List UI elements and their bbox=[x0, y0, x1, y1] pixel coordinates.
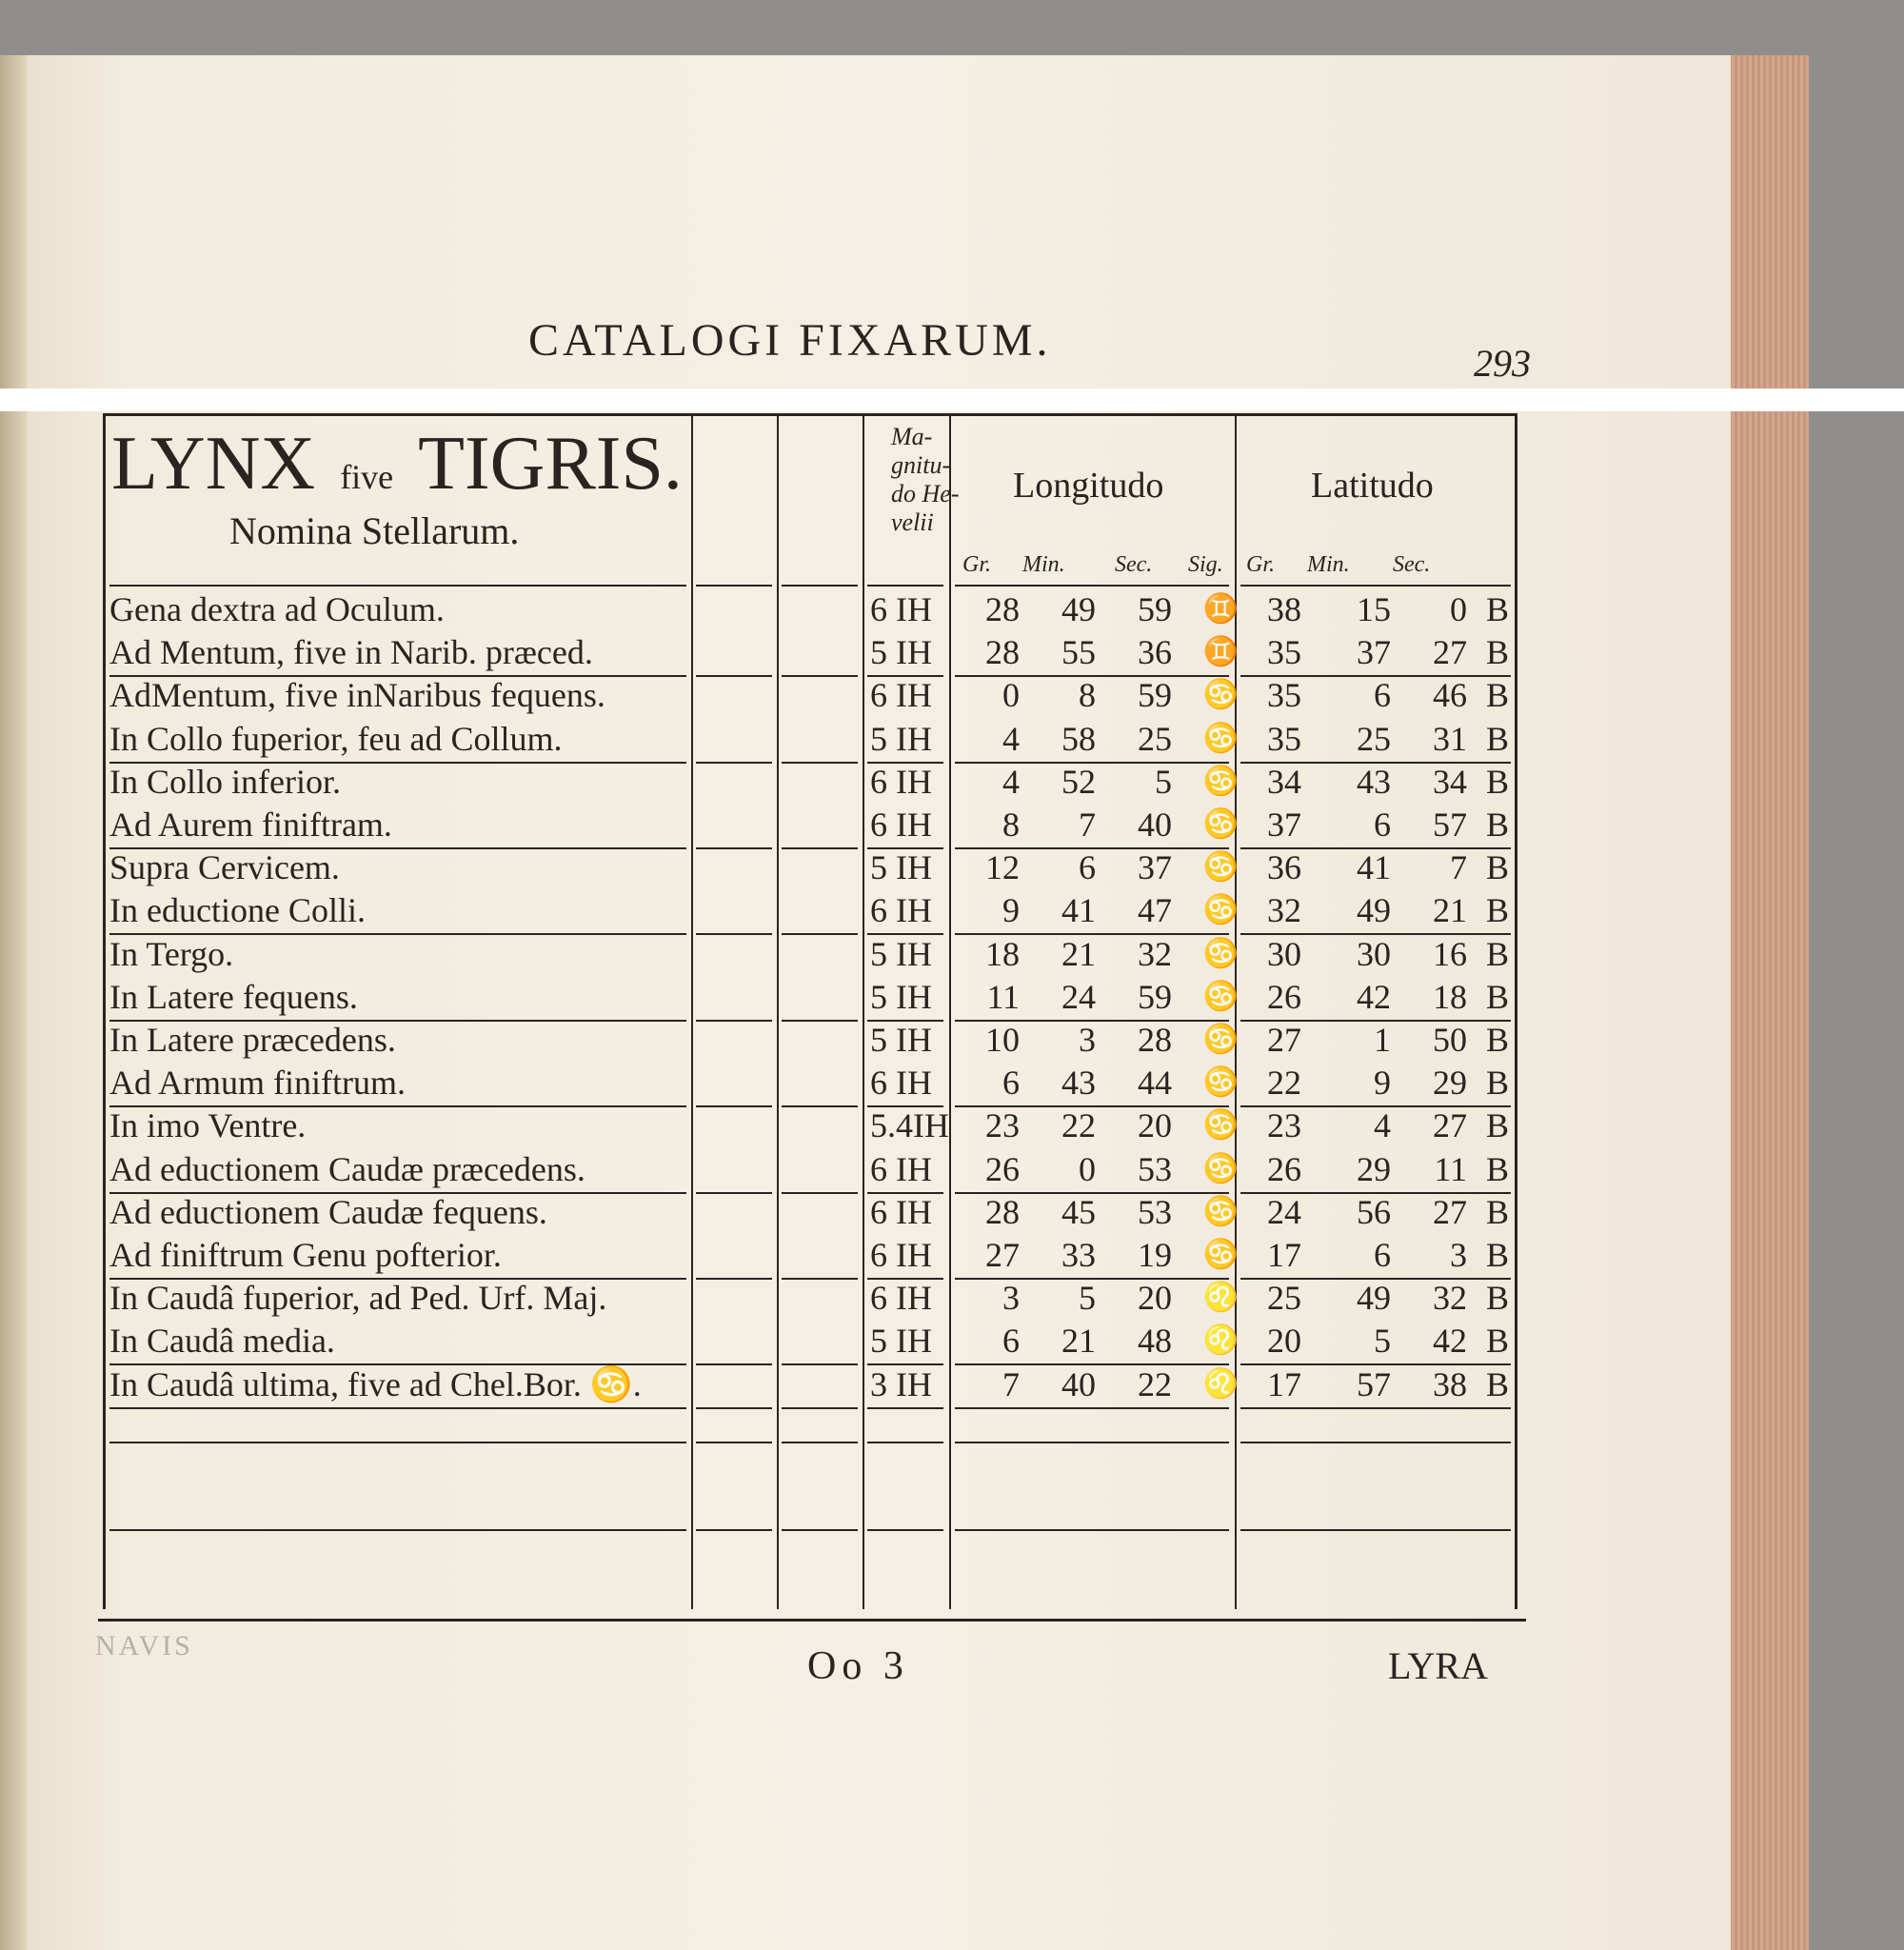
latitude-degrees: 17 bbox=[1267, 1236, 1301, 1274]
longitude-minutes: 43 bbox=[1061, 1064, 1096, 1103]
longitude-degrees: 0 bbox=[1002, 676, 1020, 715]
latitude-seconds: 7 bbox=[1450, 848, 1467, 887]
longitude-seconds: 28 bbox=[1138, 1021, 1172, 1059]
page-number: 293 bbox=[1474, 342, 1531, 385]
latitude-direction: B bbox=[1486, 1064, 1510, 1103]
latitude-minutes: 1 bbox=[1374, 1021, 1391, 1059]
latitude-degrees: 25 bbox=[1267, 1279, 1301, 1318]
magnitude-cell: 6 IH bbox=[870, 676, 932, 715]
zodiac-sign: ♋ bbox=[1202, 1239, 1239, 1270]
latitude-sub-minutes: Min. bbox=[1307, 552, 1350, 577]
longitude-minutes: 40 bbox=[1061, 1364, 1096, 1403]
zodiac-sign: ♋ bbox=[1202, 808, 1239, 840]
latitude-seconds: 27 bbox=[1433, 1106, 1467, 1145]
table-row bbox=[106, 848, 1515, 886]
longitude-sub-degrees: Gr. bbox=[962, 552, 992, 577]
longitude-minutes: 58 bbox=[1061, 719, 1096, 758]
constellation-part1: LYNX bbox=[111, 422, 316, 506]
constellation-name bbox=[111, 421, 683, 507]
longitude-degrees: 18 bbox=[985, 934, 1020, 973]
table-row bbox=[106, 1279, 1515, 1317]
latitude-direction: B bbox=[1486, 1021, 1510, 1059]
longitude-degrees: 4 bbox=[1002, 719, 1020, 758]
longitude-degrees: 7 bbox=[1002, 1364, 1020, 1403]
row-group-rule bbox=[867, 1407, 943, 1409]
empty-row-rule bbox=[109, 1442, 686, 1443]
latitude-seconds: 42 bbox=[1433, 1322, 1467, 1361]
magnitude-cell: 5 IH bbox=[870, 1021, 932, 1059]
longitude-degrees: 28 bbox=[985, 1192, 1020, 1231]
bleed-through-text: NAVIS bbox=[95, 1630, 193, 1661]
longitude-seconds: 19 bbox=[1138, 1236, 1172, 1274]
table-row bbox=[106, 720, 1515, 758]
latitude-minutes: 49 bbox=[1357, 891, 1391, 930]
longitude-seconds: 5 bbox=[1155, 762, 1172, 801]
longitude-degrees: 28 bbox=[985, 633, 1020, 672]
latitude-seconds: 46 bbox=[1433, 676, 1467, 715]
star-name: In Caudâ media. bbox=[109, 1322, 335, 1361]
longitude-minutes: 7 bbox=[1079, 806, 1096, 844]
longitude-minutes: 41 bbox=[1061, 891, 1096, 930]
longitude-seconds: 59 bbox=[1138, 676, 1172, 715]
latitude-degrees: 17 bbox=[1267, 1364, 1301, 1403]
star-name: Gena dextra ad Oculum. bbox=[109, 590, 445, 628]
latitude-degrees: 37 bbox=[1267, 806, 1301, 844]
longitude-seconds: 53 bbox=[1138, 1192, 1172, 1231]
longitude-minutes: 22 bbox=[1061, 1106, 1096, 1145]
latitude-minutes: 42 bbox=[1357, 977, 1391, 1016]
latitude-direction: B bbox=[1486, 590, 1510, 628]
longitude-sub-sign: Sig. bbox=[1188, 552, 1223, 577]
header-rule bbox=[109, 585, 686, 587]
page-block-edge bbox=[1731, 55, 1809, 1950]
longitude-minutes: 24 bbox=[1061, 977, 1096, 1016]
magnitude-heading-line: Ma- bbox=[891, 423, 933, 450]
longitude-minutes: 3 bbox=[1079, 1021, 1096, 1059]
star-name: In Collo inferior. bbox=[109, 762, 341, 801]
latitude-seconds: 16 bbox=[1433, 934, 1467, 973]
longitude-seconds: 20 bbox=[1138, 1106, 1172, 1145]
star-name: In Caudâ ultima, five ad Chel.Bor. ♋. bbox=[109, 1364, 642, 1403]
longitude-seconds: 25 bbox=[1138, 719, 1172, 758]
longitude-degrees: 26 bbox=[985, 1149, 1020, 1188]
magnitude-heading-line: velii bbox=[891, 508, 934, 536]
row-group-rule bbox=[955, 1407, 1229, 1409]
latitude-degrees: 35 bbox=[1267, 633, 1301, 672]
magnitude-cell: 5 IH bbox=[870, 1322, 932, 1361]
star-name: AdMentum, five inNaribus fequens. bbox=[109, 676, 605, 715]
latitude-seconds: 38 bbox=[1433, 1364, 1467, 1403]
zodiac-sign: ♋ bbox=[1202, 765, 1239, 797]
latitude-degrees: 36 bbox=[1267, 848, 1301, 887]
empty-row-rule bbox=[955, 1529, 1229, 1531]
latitude-direction: B bbox=[1486, 719, 1510, 758]
longitude-minutes: 5 bbox=[1079, 1279, 1096, 1318]
zodiac-sign: ♋ bbox=[1202, 1024, 1239, 1055]
longitude-minutes: 0 bbox=[1079, 1149, 1096, 1188]
table-row bbox=[106, 1236, 1515, 1274]
zodiac-sign: ♌ bbox=[1202, 1324, 1239, 1357]
longitude-seconds: 47 bbox=[1138, 891, 1172, 930]
star-name: Ad finiftrum Genu pofterior. bbox=[109, 1236, 502, 1274]
magnitude-cell: 3 IH bbox=[870, 1364, 932, 1403]
empty-row-rule bbox=[1240, 1529, 1511, 1531]
longitude-degrees: 6 bbox=[1002, 1064, 1020, 1103]
longitude-seconds: 59 bbox=[1138, 977, 1172, 1016]
magnitude-cell: 5 IH bbox=[870, 633, 932, 672]
row-group-rule bbox=[696, 1407, 772, 1409]
longitude-minutes: 52 bbox=[1061, 762, 1096, 801]
empty-row-rule bbox=[867, 1442, 943, 1443]
zodiac-sign: ♊ bbox=[1202, 636, 1239, 668]
latitude-direction: B bbox=[1486, 1279, 1510, 1318]
longitude-seconds: 44 bbox=[1138, 1064, 1172, 1103]
row-group-rule bbox=[782, 1407, 858, 1409]
table-row bbox=[106, 1021, 1515, 1059]
latitude-minutes: 37 bbox=[1357, 633, 1391, 672]
longitude-degrees: 6 bbox=[1002, 1322, 1020, 1361]
magnitude-cell: 6 IH bbox=[870, 1236, 932, 1274]
latitude-direction: B bbox=[1486, 934, 1510, 973]
table-row bbox=[106, 935, 1515, 973]
table-row bbox=[106, 1322, 1515, 1360]
latitude-direction: B bbox=[1486, 977, 1510, 1016]
latitude-direction: B bbox=[1486, 1192, 1510, 1231]
latitude-direction: B bbox=[1486, 848, 1510, 887]
star-name: In eductione Colli. bbox=[109, 891, 366, 930]
longitude-seconds: 59 bbox=[1138, 590, 1172, 628]
star-name: In Caudâ fuperior, ad Ped. Urf. Maj. bbox=[109, 1279, 607, 1318]
zodiac-sign: ♌ bbox=[1202, 1367, 1239, 1400]
latitude-direction: B bbox=[1486, 806, 1510, 844]
row-group-rule bbox=[109, 1407, 686, 1409]
latitude-degrees: 34 bbox=[1267, 762, 1301, 801]
table-row bbox=[106, 1365, 1515, 1403]
latitude-degrees: 26 bbox=[1267, 977, 1301, 1016]
table-row bbox=[106, 676, 1515, 714]
longitude-degrees: 4 bbox=[1002, 762, 1020, 801]
zodiac-sign: ♋ bbox=[1202, 894, 1239, 926]
header-rule bbox=[955, 585, 1229, 587]
longitude-minutes: 21 bbox=[1061, 934, 1096, 973]
star-name: In imo Ventre. bbox=[109, 1106, 307, 1145]
running-title: CATALOGI FIXARUM. bbox=[528, 315, 1052, 366]
magnitude-heading-line: do He- bbox=[891, 480, 960, 507]
latitude-seconds: 11 bbox=[1434, 1149, 1467, 1188]
zodiac-sign: ♋ bbox=[1202, 937, 1239, 969]
magnitude-cell: 5 IH bbox=[870, 934, 932, 973]
scan-gap-band bbox=[0, 388, 1904, 411]
latitude-minutes: 5 bbox=[1374, 1322, 1391, 1361]
latitude-minutes: 41 bbox=[1357, 848, 1391, 887]
table-row bbox=[106, 978, 1515, 1016]
latitude-minutes: 43 bbox=[1357, 762, 1391, 801]
latitude-minutes: 15 bbox=[1357, 590, 1391, 628]
latitude-minutes: 49 bbox=[1357, 1279, 1391, 1318]
latitude-degrees: 27 bbox=[1267, 1021, 1301, 1059]
magnitude-cell: 5 IH bbox=[870, 719, 932, 758]
magnitude-cell: 6 IH bbox=[870, 762, 932, 801]
zodiac-sign: ♋ bbox=[1202, 1195, 1239, 1227]
magnitude-heading bbox=[891, 423, 967, 537]
latitude-minutes: 29 bbox=[1357, 1149, 1391, 1188]
longitude-minutes: 55 bbox=[1061, 633, 1096, 672]
zodiac-sign: ♋ bbox=[1202, 679, 1239, 711]
zodiac-sign: ♋ bbox=[1202, 1152, 1239, 1184]
magnitude-cell: 6 IH bbox=[870, 1149, 932, 1188]
latitude-direction: B bbox=[1486, 633, 1510, 672]
magnitude-cell: 6 IH bbox=[870, 590, 932, 628]
longitude-degrees: 12 bbox=[985, 848, 1020, 887]
longitude-seconds: 48 bbox=[1138, 1322, 1172, 1361]
latitude-seconds: 18 bbox=[1433, 977, 1467, 1016]
star-name: In Tergo. bbox=[109, 934, 234, 973]
signature-mark: Oo 3 bbox=[807, 1644, 909, 1688]
magnitude-cell: 6 IH bbox=[870, 1192, 932, 1231]
latitude-minutes: 25 bbox=[1357, 719, 1391, 758]
zodiac-sign: ♋ bbox=[1202, 980, 1239, 1012]
star-name: Ad Mentum, five in Narib. præced. bbox=[109, 633, 593, 672]
longitude-minutes: 6 bbox=[1079, 848, 1096, 887]
latitude-heading: Latitudo bbox=[1311, 466, 1434, 506]
latitude-sub-degrees: Gr. bbox=[1246, 552, 1276, 577]
latitude-degrees: 32 bbox=[1267, 891, 1301, 930]
longitude-degrees: 10 bbox=[985, 1021, 1020, 1059]
catchword: LYRA bbox=[1388, 1644, 1488, 1687]
magnitude-cell: 5 IH bbox=[870, 848, 932, 887]
longitude-degrees: 8 bbox=[1002, 806, 1020, 844]
star-name: In Latere præcedens. bbox=[109, 1021, 396, 1059]
longitude-minutes: 45 bbox=[1061, 1192, 1096, 1231]
magnitude-cell: 6 IH bbox=[870, 891, 932, 930]
latitude-seconds: 57 bbox=[1433, 806, 1467, 844]
latitude-minutes: 4 bbox=[1374, 1106, 1391, 1145]
latitude-sub-seconds: Sec. bbox=[1393, 552, 1431, 577]
latitude-direction: B bbox=[1486, 1149, 1510, 1188]
empty-row-rule bbox=[782, 1442, 858, 1443]
constellation-connector: five bbox=[340, 458, 394, 496]
star-name: Supra Cervicem. bbox=[109, 848, 340, 887]
star-name: Ad eductionem Caudæ fequens. bbox=[109, 1192, 547, 1231]
latitude-degrees: 24 bbox=[1267, 1192, 1301, 1231]
longitude-degrees: 11 bbox=[986, 977, 1020, 1016]
latitude-minutes: 56 bbox=[1357, 1192, 1391, 1231]
longitude-heading: Longitudo bbox=[1013, 466, 1164, 506]
table-row bbox=[106, 1150, 1515, 1188]
magnitude-cell: 5.4IH bbox=[870, 1106, 949, 1145]
row-group-rule bbox=[1240, 1407, 1511, 1409]
longitude-seconds: 36 bbox=[1138, 633, 1172, 672]
star-name: In Collo fuperior, feu ad Collum. bbox=[109, 719, 563, 758]
latitude-degrees: 22 bbox=[1267, 1064, 1301, 1103]
latitude-seconds: 0 bbox=[1450, 590, 1467, 628]
star-name: Ad Armum finiftrum. bbox=[109, 1064, 406, 1103]
latitude-degrees: 35 bbox=[1267, 719, 1301, 758]
zodiac-sign: ♋ bbox=[1202, 722, 1239, 754]
empty-row-rule bbox=[867, 1529, 943, 1531]
star-name: Ad Aurem finiftram. bbox=[109, 806, 392, 844]
latitude-direction: B bbox=[1486, 762, 1510, 801]
empty-row-rule bbox=[696, 1442, 772, 1443]
longitude-seconds: 53 bbox=[1138, 1149, 1172, 1188]
latitude-seconds: 34 bbox=[1433, 762, 1467, 801]
longitude-seconds: 40 bbox=[1138, 806, 1172, 844]
latitude-degrees: 26 bbox=[1267, 1149, 1301, 1188]
latitude-seconds: 32 bbox=[1433, 1279, 1467, 1318]
header-rule bbox=[1240, 585, 1511, 587]
table-row bbox=[106, 891, 1515, 929]
table-row bbox=[106, 1064, 1515, 1102]
longitude-sub-seconds: Sec. bbox=[1115, 552, 1153, 577]
latitude-direction: B bbox=[1486, 676, 1510, 715]
longitude-degrees: 27 bbox=[985, 1236, 1020, 1274]
constellation-part2: TIGRIS. bbox=[418, 422, 683, 506]
longitude-seconds: 37 bbox=[1138, 848, 1172, 887]
longitude-degrees: 28 bbox=[985, 590, 1020, 628]
latitude-minutes: 30 bbox=[1357, 934, 1391, 973]
latitude-direction: B bbox=[1486, 1322, 1510, 1361]
latitude-minutes: 6 bbox=[1374, 1236, 1391, 1274]
longitude-degrees: 9 bbox=[1002, 891, 1020, 930]
longitude-seconds: 20 bbox=[1138, 1279, 1172, 1318]
latitude-degrees: 30 bbox=[1267, 934, 1301, 973]
latitude-seconds: 21 bbox=[1433, 891, 1467, 930]
latitude-seconds: 50 bbox=[1433, 1021, 1467, 1059]
longitude-minutes: 8 bbox=[1079, 676, 1096, 715]
latitude-degrees: 23 bbox=[1267, 1106, 1301, 1145]
table-bottom-rule bbox=[98, 1619, 1526, 1622]
zodiac-sign: ♊ bbox=[1202, 593, 1239, 625]
table-row bbox=[106, 763, 1515, 801]
latitude-degrees: 35 bbox=[1267, 676, 1301, 715]
empty-row-rule bbox=[1240, 1442, 1511, 1443]
latitude-seconds: 27 bbox=[1433, 633, 1467, 672]
empty-row-rule bbox=[696, 1529, 772, 1531]
latitude-seconds: 3 bbox=[1450, 1236, 1467, 1274]
header-rule bbox=[782, 585, 858, 587]
latitude-degrees: 38 bbox=[1267, 590, 1301, 628]
left-page-edge bbox=[0, 55, 29, 1950]
magnitude-heading-line: gnitu- bbox=[891, 451, 951, 479]
longitude-minutes: 33 bbox=[1061, 1236, 1096, 1274]
magnitude-cell: 6 IH bbox=[870, 1279, 932, 1318]
longitude-sub-minutes: Min. bbox=[1022, 552, 1065, 577]
latitude-minutes: 9 bbox=[1374, 1064, 1391, 1103]
magnitude-cell: 5 IH bbox=[870, 977, 932, 1016]
longitude-seconds: 32 bbox=[1138, 934, 1172, 973]
latitude-direction: B bbox=[1486, 1236, 1510, 1274]
star-name: Ad eductionem Caudæ præcedens. bbox=[109, 1149, 585, 1188]
zodiac-sign: ♋ bbox=[1202, 851, 1239, 884]
empty-row-rule bbox=[955, 1442, 1229, 1443]
longitude-minutes: 49 bbox=[1061, 590, 1096, 628]
latitude-direction: B bbox=[1486, 1106, 1510, 1145]
latitude-direction: B bbox=[1486, 891, 1510, 930]
table-row bbox=[106, 1193, 1515, 1231]
longitude-seconds: 22 bbox=[1138, 1364, 1172, 1403]
longitude-minutes: 21 bbox=[1061, 1322, 1096, 1361]
longitude-degrees: 3 bbox=[1002, 1279, 1020, 1318]
table-top-rule bbox=[106, 413, 1515, 416]
table-row bbox=[106, 1106, 1515, 1144]
star-names-heading: Nomina Stellarum. bbox=[229, 509, 520, 552]
latitude-seconds: 31 bbox=[1433, 719, 1467, 758]
magnitude-cell: 6 IH bbox=[870, 1064, 932, 1103]
magnitude-cell: 6 IH bbox=[870, 806, 932, 844]
latitude-direction: B bbox=[1486, 1364, 1510, 1403]
latitude-seconds: 27 bbox=[1433, 1192, 1467, 1231]
zodiac-sign: ♋ bbox=[1202, 1109, 1239, 1142]
table-row bbox=[106, 633, 1515, 671]
latitude-degrees: 20 bbox=[1267, 1322, 1301, 1361]
latitude-minutes: 57 bbox=[1357, 1364, 1391, 1403]
zodiac-sign: ♌ bbox=[1202, 1282, 1239, 1314]
latitude-seconds: 29 bbox=[1433, 1064, 1467, 1103]
header-rule bbox=[867, 585, 943, 587]
table-row bbox=[106, 806, 1515, 844]
latitude-minutes: 6 bbox=[1374, 676, 1391, 715]
empty-row-rule bbox=[782, 1529, 858, 1531]
zodiac-sign: ♋ bbox=[1202, 1066, 1239, 1099]
star-name: In Latere fequens. bbox=[109, 977, 358, 1016]
header-rule bbox=[696, 585, 772, 587]
latitude-minutes: 6 bbox=[1374, 806, 1391, 844]
longitude-degrees: 23 bbox=[985, 1106, 1020, 1145]
table-row bbox=[106, 590, 1515, 628]
star-catalogue-table bbox=[103, 413, 1517, 1609]
empty-row-rule bbox=[109, 1529, 686, 1531]
